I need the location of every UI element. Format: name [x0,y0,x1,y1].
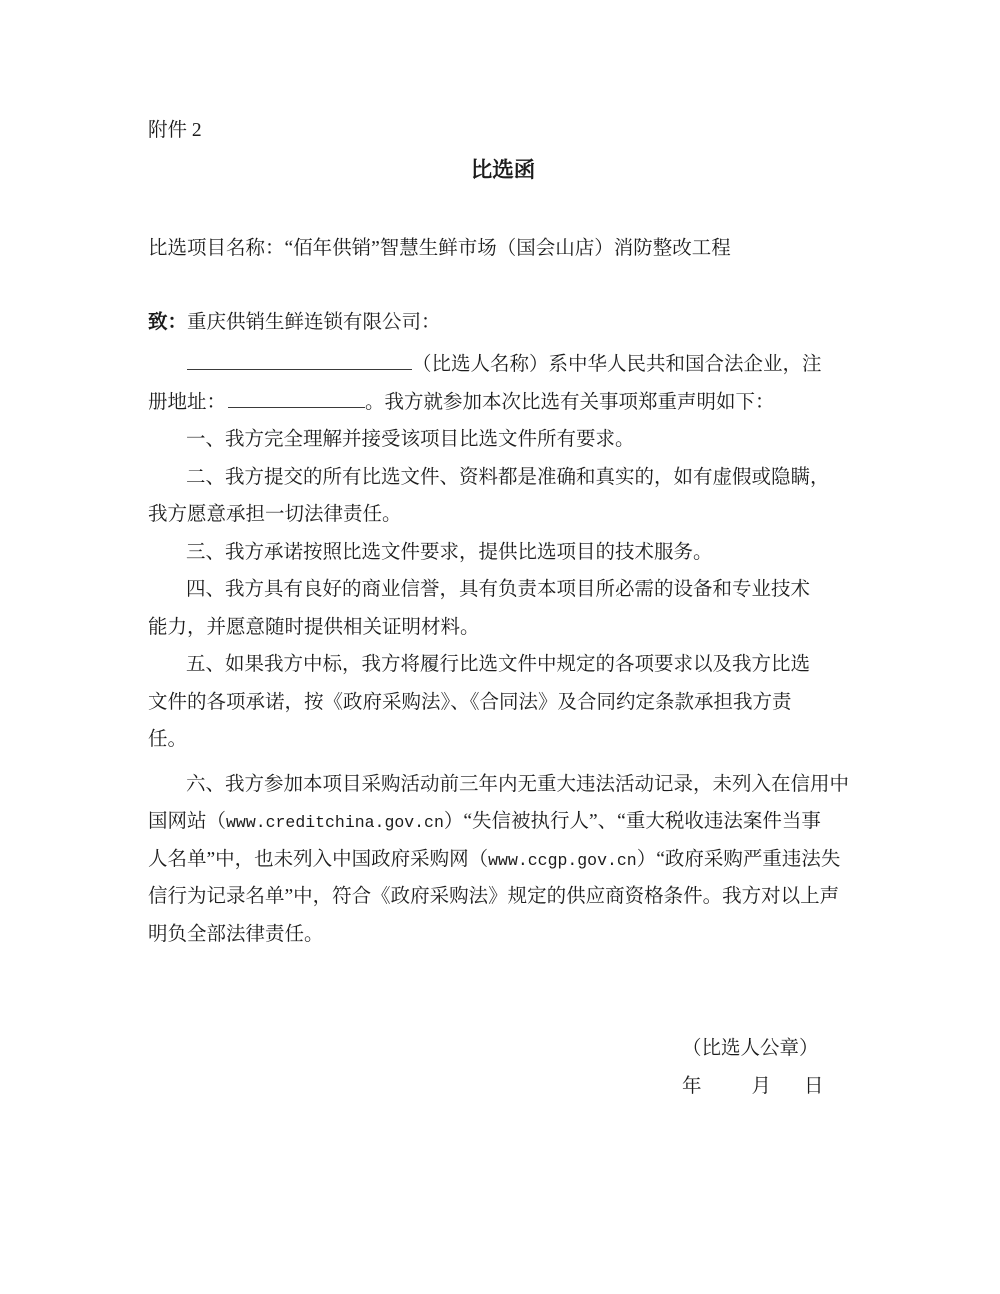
clause-5-line-1: 五、如果我方中标，我方将履行比选文件中规定的各项要求以及我方比选 [186,654,811,675]
day-label: 日 [804,1076,824,1097]
month-label: 月 [751,1076,772,1097]
signature-block [682,1030,824,1106]
clause-5-line-3: 任。 [148,729,188,750]
clause-6-line-2-pre: 国网站（ [148,811,227,832]
clause-6-line-3 [148,841,862,879]
clause-1-line-1: 一、我方完全理解并接受该项目比选文件所有要求。 [186,429,635,450]
document-title: 比选函 [470,158,536,182]
ccgp-url: www.ccgp.gov.cn [488,850,637,870]
attachment-label: 附件 2 [148,120,202,141]
declaration-body [148,346,862,953]
clause-5-line-2: 文件的各项承诺，按《政府采购法》、《合同法》及合同约定条款承担我方责 [148,691,792,713]
clause-2-line-1: 二、我方提交的所有比选文件、资料都是准确和真实的，如有虚假或隐瞒， [186,466,830,488]
salutation-company: 重庆供销生鲜连锁有限公司： [187,312,441,333]
clause-6-line-2-post: ）“失信被执行人”、“重大税收违法案件当事 [443,811,821,832]
registered-address-blank [228,385,365,408]
seal-line: （比选人公章） [682,1038,819,1059]
clause-6-line-3-post: ）“政府采购严重违法失 [636,848,841,870]
clause-6-line-2 [148,803,862,841]
intro-line-1 [148,346,862,384]
salutation-prefix: 致： [148,312,188,333]
clause-6-line-5: 明负全部法律责任。 [148,923,324,945]
clause-4-line-2: 能力，并愿意随时提供相关证明材料。 [148,616,480,638]
project-name-line: 比选项目名称：“佰年供销”智慧生鲜市场（国会山店）消防整改工程 [148,238,731,259]
bidder-name-blank [187,347,412,370]
clause-3-line-1: 三、我方承诺按照比选文件要求，提供比选项目的技术服务。 [186,541,713,563]
salutation-line [148,304,858,342]
clause-6-line-1: 六、我方参加本项目采购活动前三年内无重大违法活动记录，未列入在信用中 [186,773,850,795]
intro-line-2 [148,384,862,422]
intro-line-2-text: 。我方就参加本次比选有关事项郑重声明如下： [365,391,775,413]
date-line [682,1068,824,1106]
clause-2-line-2: 我方愿意承担一切法律责任。 [148,504,402,525]
intro-line-1-text: （比选人名称）系中华人民共和国合法企业，注 [412,354,822,375]
creditchina-url: www.creditchina.gov.cn [226,813,444,832]
clause-6-line-3-pre: 人名单”中，也未列入中国政府采购网（ [148,848,489,870]
clause-4-line-1: 四、我方具有良好的商业信誉，具有负责本项目所必需的设备和专业技术 [186,579,811,600]
clause-6-line-4: 信行为记录名单”中，符合《政府采购法》规定的供应商资格条件。我方对以上声 [148,886,840,907]
registered-address-label: 册地址： [148,391,227,413]
year-label: 年 [682,1076,702,1097]
